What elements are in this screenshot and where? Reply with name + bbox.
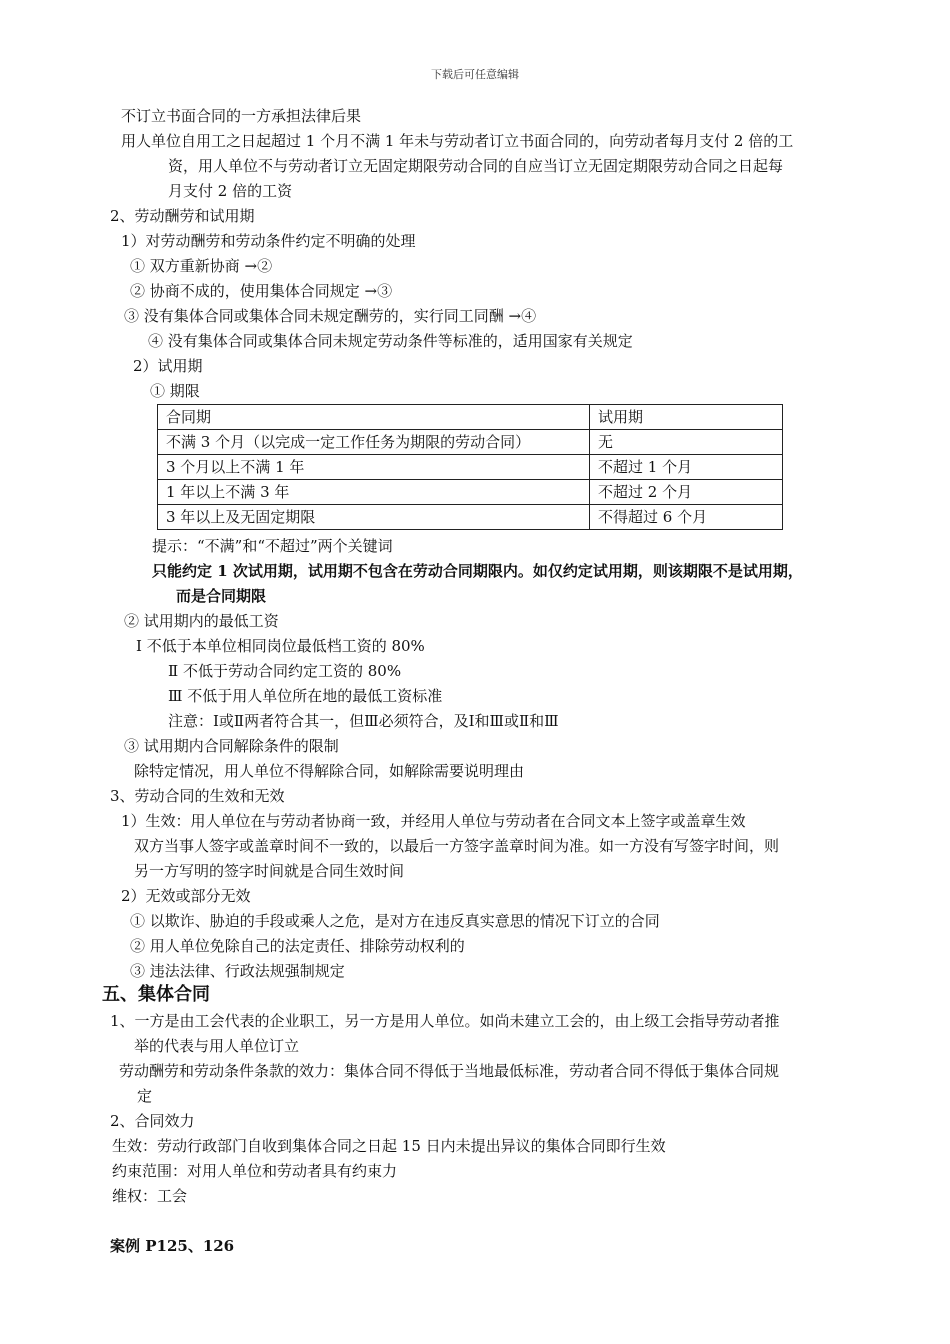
list-item: Ⅱ 不低于劳动合同约定工资的 80% [168, 662, 402, 680]
subheading: 2、合同效力 [110, 1112, 195, 1130]
list-item: ④ 没有集体合同或集体合同未规定劳动条件等标准的，适用国家有关规定 [148, 332, 633, 350]
text-line: 2）试用期 [133, 357, 203, 375]
table-cell: 不满 3 个月（以完成一定工作任务为期限的劳动合同） [158, 430, 590, 455]
table-header-row [158, 405, 783, 430]
text-line: 生效：劳动行政部门自收到集体合同之日起 15 日内未提出异议的集体合同即行生效 [112, 1137, 666, 1155]
probation-table [157, 404, 783, 530]
list-item: ① 以欺诈、胁迫的手段或乘人之危，是对方在违反真实意思的情况下订立的合同 [130, 912, 660, 930]
list-item: ③ 没有集体合同或集体合同未规定酬劳的，实行同工同酬 →④ [124, 307, 537, 325]
text-line: 2）无效或部分无效 [121, 887, 251, 905]
list-item: Ⅲ 不低于用人单位所在地的最低工资标准 [168, 687, 443, 705]
table-row [158, 480, 783, 505]
text-line: 用人单位自用工之日起超过 1 个月不满 1 年未与劳动者订立书面合同的，向劳动者每月支付 2 倍的工 [121, 132, 794, 150]
table-cell: 不超过 2 个月 [590, 480, 783, 505]
text-line: 维权：工会 [112, 1187, 188, 1205]
text-line: 约束范围：对用人单位和劳动者具有约束力 [112, 1162, 398, 1180]
list-item: Ⅰ 不低于本单位相同岗位最低档工资的 80% [136, 637, 425, 655]
bold-note: 而是合同期限 [176, 587, 267, 605]
table-cell: 不得超过 6 个月 [590, 505, 783, 530]
table-cell: 3 个月以上不满 1 年 [158, 455, 590, 480]
table-row [158, 455, 783, 480]
text-line: ② 试用期内的最低工资 [124, 612, 279, 630]
text-line: 月支付 2 倍的工资 [168, 182, 293, 200]
text-line: 双方当事人签字或盖章时间不一致的，以最后一方签字盖章时间为准。如一方没有写签字时间，则 [134, 837, 780, 855]
text-line: 劳动酬劳和劳动条件条款的效力：集体合同不得低于当地最低标准，劳动者合同不得低于集体合同规 [119, 1062, 780, 1080]
table-header-cell: 合同期 [158, 405, 590, 430]
table-cell: 3 年以上及无固定期限 [158, 505, 590, 530]
subheading: 3、劳动合同的生效和无效 [110, 787, 285, 805]
table-row [158, 430, 783, 455]
page-header: 下载后可任意编辑 [431, 68, 519, 81]
note-text: 注意：Ⅰ或Ⅱ两者符合其一，但Ⅲ必须符合，及Ⅰ和Ⅲ或Ⅱ和Ⅲ [168, 712, 559, 730]
section-title: 五、集体合同 [102, 984, 210, 1005]
text-line: 不订立书面合同的一方承担法律后果 [121, 107, 362, 125]
text-line: 另一方写明的签字时间就是合同生效时间 [134, 862, 405, 880]
case-reference: 案例 P125、126 [110, 1237, 235, 1255]
list-item: ③ 违法法律、行政法规强制规定 [130, 962, 345, 980]
text-line: ③ 试用期内合同解除条件的限制 [124, 737, 339, 755]
list-item: ① 双方重新协商 →② [130, 257, 273, 275]
bold-note: 只能约定 1 次试用期，试用期不包含在劳动合同期限内。如仅约定试用期，则该期限不是试用期， [152, 562, 803, 580]
text-line: ① 期限 [150, 382, 200, 400]
tip-text: 提示：“不满”和“不超过”两个关键词 [152, 537, 393, 555]
table-cell: 不超过 1 个月 [590, 455, 783, 480]
text-line: 1、一方是由工会代表的企业职工，另一方是用人单位。如尚未建立工会的，由上级工会指导劳动者推 [110, 1012, 780, 1030]
text-line: 举的代表与用人单位订立 [134, 1037, 300, 1055]
table-cell: 无 [590, 430, 783, 455]
subheading: 2、劳动酬劳和试用期 [110, 207, 255, 225]
text-line: 1）生效：用人单位在与劳动者协商一致，并经用人单位与劳动者在合同文本上签字或盖章生效 [121, 812, 746, 830]
text-line: 定 [137, 1087, 153, 1105]
text-line: 除特定情况，用人单位不得解除合同，如解除需要说明理由 [134, 762, 525, 780]
text-line: 1）对劳动酬劳和劳动条件约定不明确的处理 [121, 232, 416, 250]
table-header-cell: 试用期 [590, 405, 783, 430]
table-row [158, 505, 783, 530]
list-item: ② 用人单位免除自己的法定责任、排除劳动权利的 [130, 937, 465, 955]
text-line: 资，用人单位不与劳动者订立无固定期限劳动合同的自应当订立无固定期限劳动合同之日起每 [168, 157, 784, 175]
table-cell: 1 年以上不满 3 年 [158, 480, 590, 505]
list-item: ② 协商不成的，使用集体合同规定 →③ [130, 282, 393, 300]
